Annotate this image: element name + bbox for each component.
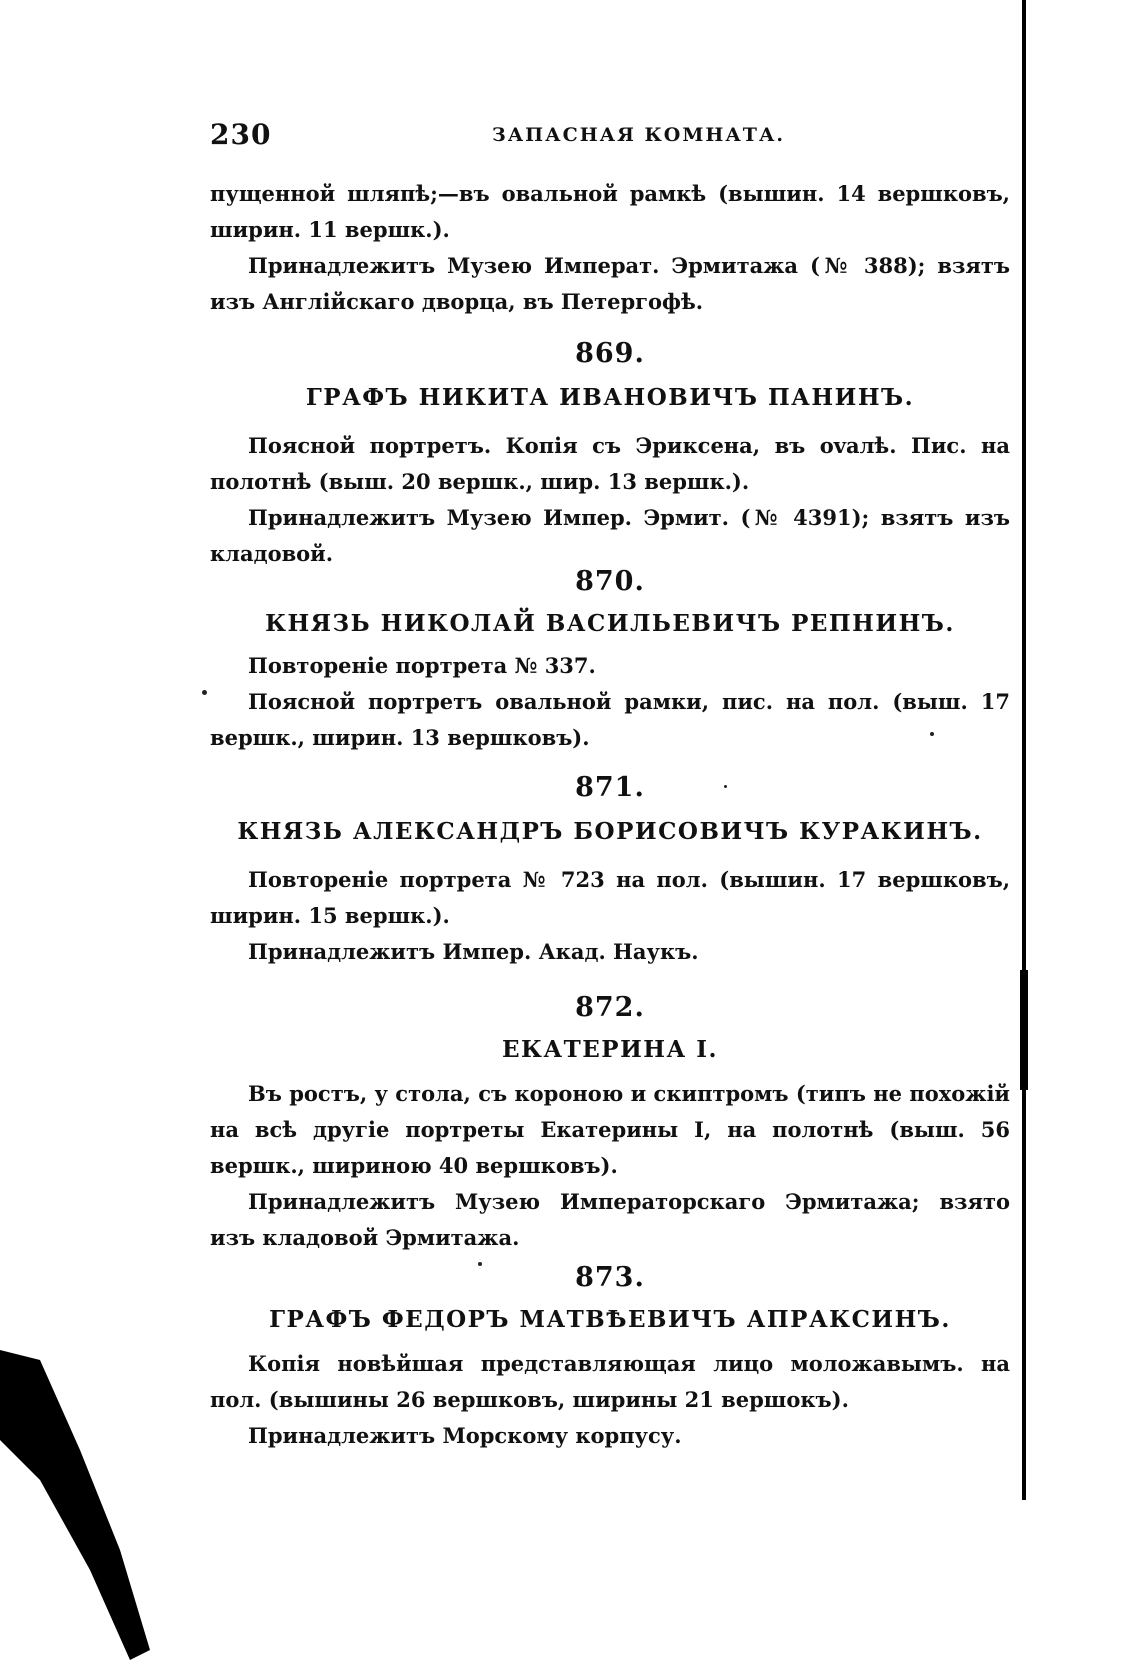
entry-text <box>210 1346 1010 1454</box>
paragraph: Принадлежитъ Музею Императ. Эрмитажа (№ 388); взятъ изъ Англійскаго дворца, въ Петергофѣ. <box>210 253 1010 314</box>
scan-edge-right-thick <box>1020 970 1028 1090</box>
running-title: ЗАПАСНАЯ КОМНАТА. <box>492 124 786 146</box>
entry-number: 872. <box>575 992 645 1023</box>
paragraph: Принадлежитъ Морскому корпусу. <box>248 1423 682 1448</box>
entry-title: КНЯЗЬ НИКОЛАЙ ВАСИЛЬЕВИЧЪ РЕПНИНЪ. <box>265 610 955 637</box>
running-head <box>210 118 1010 158</box>
entry-title: ГРАФЪ НИКИТА ИВАНОВИЧЪ ПАНИНЪ. <box>305 384 915 411</box>
entry-text <box>210 862 1010 970</box>
entry-number: 869. <box>575 338 645 369</box>
paragraph: Принадлежитъ Музею Императорскаго Эрмитажа; взято изъ кладовой Эрмитажа. <box>210 1189 1010 1250</box>
paragraph: пущенной шляпѣ;—въ овальной рамкѣ (вышин. 14 вершковъ, ширин. 11 вершк.). <box>210 181 1010 242</box>
paragraph: Принадлежитъ Импер. Акад. Наукъ. <box>248 939 699 964</box>
entry-number: 871. <box>575 772 645 803</box>
paragraph: Въ ростъ, у стола, съ короною и скиптромъ (типъ не похожій на всѣ другіе портреты Екатерины I, на полотнѣ (выш. 56 вершк., шириною 40 вершковъ). <box>210 1081 1010 1178</box>
entry-number: 873. <box>575 1262 645 1293</box>
scan-mark-bottom-left <box>0 1350 160 1670</box>
paragraph: Повтореніе портрета № 337. <box>248 653 596 678</box>
scan-speck <box>202 690 207 695</box>
entry-text <box>210 648 1010 756</box>
page-number: 230 <box>210 118 272 151</box>
entry-title: КНЯЗЬ АЛЕКСАНДРЪ БОРИСОВИЧЪ КУРАКИНЪ. <box>237 818 983 845</box>
entry-title: ЕКАТЕРИНА I. <box>501 1036 719 1063</box>
entry-title: ГРАФЪ ФЕДОРЪ МАТВѢЕВИЧЪ АПРАКСИНЪ. <box>269 1306 951 1333</box>
paragraph: Повтореніе портрета № 723 на пол. (вышин. 17 вершковъ, ширин. 15 вершк.). <box>210 867 1010 928</box>
entry-number: 870. <box>575 566 645 597</box>
paragraph: Поясной портретъ. Копія съ Эриксена, въ оvалѣ. Пис. на полотнѣ (выш. 20 вершк., шир. 13 вершк.). <box>210 433 1010 494</box>
paragraph: Копія новѣйшая представляющая лицо моложавымъ. на пол. (вышины 26 вершковъ, ширины 21 вершокъ). <box>210 1351 1010 1412</box>
entry-text <box>210 428 1010 572</box>
scan-edge-right <box>1022 0 1026 1500</box>
continuation-text <box>210 176 1010 320</box>
entry-text <box>210 1076 1010 1256</box>
paragraph: Принадлежитъ Музею Импер. Эрмит. (№ 4391); взятъ изъ кладовой. <box>210 505 1010 566</box>
paragraph: Поясной портретъ овальной рамки, пис. на пол. (выш. 17 вершк., ширин. 13 вершковъ). <box>210 689 1010 750</box>
